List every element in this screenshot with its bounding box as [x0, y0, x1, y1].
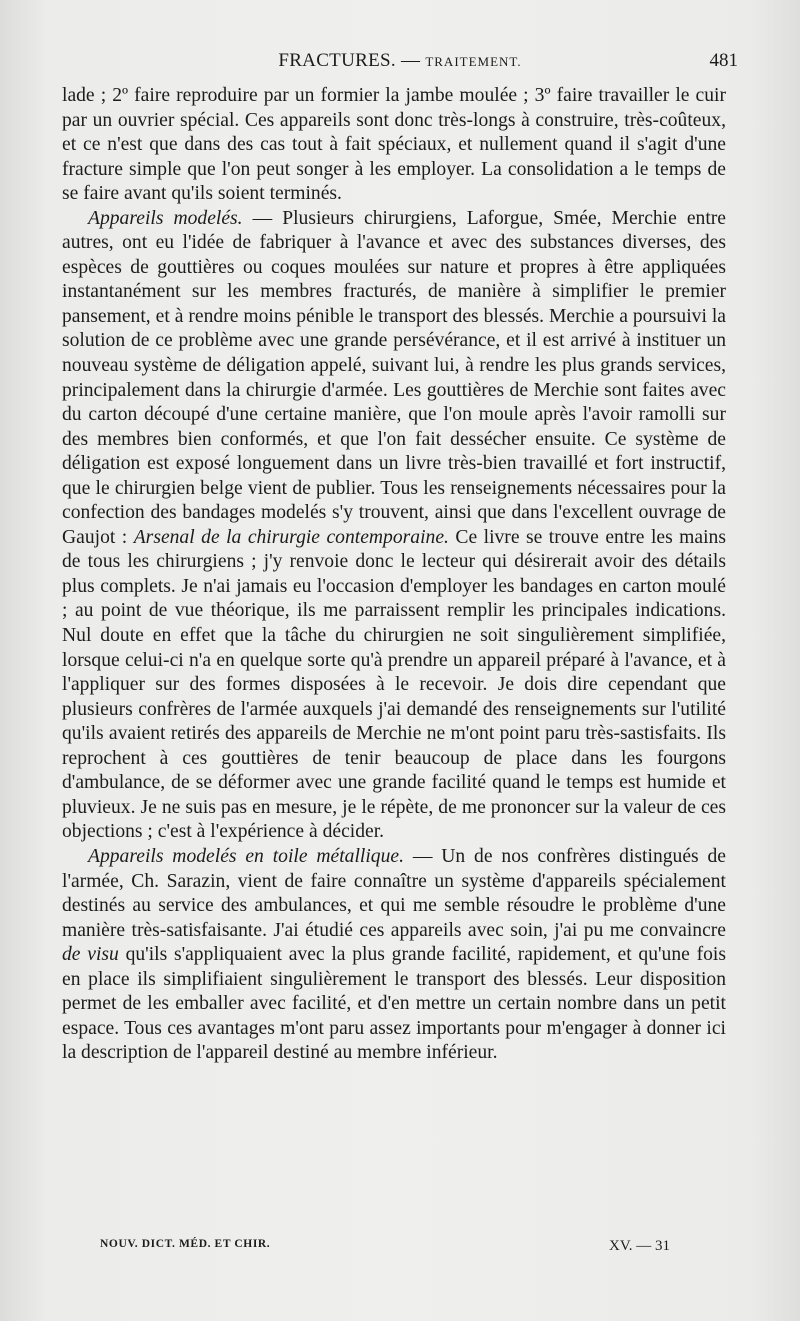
header-subtitle: TRAITEMENT.: [425, 54, 522, 69]
section-heading-toile-metallique: Appareils modelés en toile métallique.: [88, 845, 404, 867]
paragraph-text: qu'ils s'appliquaient avec la plus grande facilité, rapidement, et qu'une fois en place ils simplifiaient singulièrement le transport des blessés. Leur disposition permet de les emballer avec facilité, et d'en mettre un certain nombre dans un petit espace. Tous ces avantages m'ont paru assez importants pour m'engager à donner ici la description de l'appareil destiné au membre inférieur.: [62, 944, 726, 1064]
paragraph-toile-metallique: [62, 845, 726, 1066]
paragraph-appareils-modeles: [62, 207, 726, 845]
paragraph-text: Ce livre se trouve entre les mains de tous les chirurgiens ; j'y renvoie donc le lecteur qui désirerait avoir des détails plus complets. Je n'ai jamais eu l'occasion d'employer les bandages en carton moulé ; au point de vue théorique, ils me parraissent remplir les principales indications. Nul doute en effet que la tâche du chirurgien ne soit singulièrement simplifiée, lorsque celui-ci n'a en quelque sorte qu'à prendre un appareil préparé à l'avance, et à l'appliquer sur des formes disposées à le recevoir. Je dois dire cependant que plusieurs confrères de l'armée auxquels j'ai demandé des renseignements sur l'utilité qu'ils avaient retirés des appareils de Merchie ne m'ont point paru très-sastisfaits. Ils reprochent à ces gouttières de tenir beaucoup de place dans les fourgons d'ambulance, de se déformer avec une grande facilité quand le temps est humide et pluvieux. Je ne suis pas en mesure, je le répète, de me prononcer sur la valeur de ces objections ; c'est à l'expérience à décider.: [62, 526, 726, 843]
paragraph-text: — Un de nos confrères distingués de l'armée, Ch. Sarazin, vient de faire connaître un système d'appareils spécialement destinés au service des ambulances, et qui me semble résoudre le problème d'une manière très-satisfaisante. J'ai étudié ces appareils avec soin, j'ai pu me convaincre: [62, 845, 726, 941]
page-footer: [100, 1238, 670, 1258]
book-title: Arsenal de la chirurgie contemporaine.: [133, 526, 449, 548]
page-number: 481: [709, 50, 738, 71]
running-header: [62, 50, 738, 76]
header-title: FRACTURES. —: [278, 50, 426, 71]
section-heading-appareils-modeles: Appareils modelés.: [88, 207, 243, 229]
paragraph-text: — Plusieurs chirurgiens, Laforgue, Smée, Merchie entre autres, ont eu l'idée de fabriquer à l'avance et avec des substances diverses, des espèces de gouttières ou coques moulées sur nature et propres à être appliquées instantanément sur les membres fracturés, de manière à simplifier le premier pansement, et à rendre moins pénible le transport des blessés. Merchie a poursuivi la solution de ce problème avec une grande persévérance, et il est arrivé à instituer un nouveau système de déligation appelé, suivant lui, à rendre les plus grands services, principalement dans la chirurgie d'armée. Les gouttières de Merchie sont faites avec du carton découpé d'une certaine manière, que l'on moule après l'avoir ramolli sur des membres bien conformés, et que l'on fait dessécher ensuite. Ce système de déligation est exposé longuement dans un livre très-bien travaillé et fort instructif, que le chirurgien belge vient de publier. Tous les renseignements nécessaires pour la confection des bandages modelés s'y trouvent, ainsi que dans l'excellent ouvrage de Gaujot :: [62, 207, 726, 548]
latin-phrase: de visu: [62, 944, 119, 966]
body-text: [62, 84, 726, 1066]
footer-sheet-number: XV. — 31: [609, 1238, 670, 1254]
footer-signature: NOUV. DICT. MÉD. ET CHIR.: [100, 1238, 271, 1250]
running-title: [62, 50, 738, 72]
paragraph-continuation: lade ; 2º faire reproduire par un formier la jambe moulée ; 3º faire travailler le cuir par un ouvrier spécial. Ces appareils sont donc très-longs à construire, très-coûteux, et ce n'est que dans des cas tout à fait spéciaux, et nullement quand il s'agit d'une fracture simple que l'on peut songer à les employer. La consolidation a le temps de se faire avant qu'ils soient terminés.: [62, 85, 726, 205]
